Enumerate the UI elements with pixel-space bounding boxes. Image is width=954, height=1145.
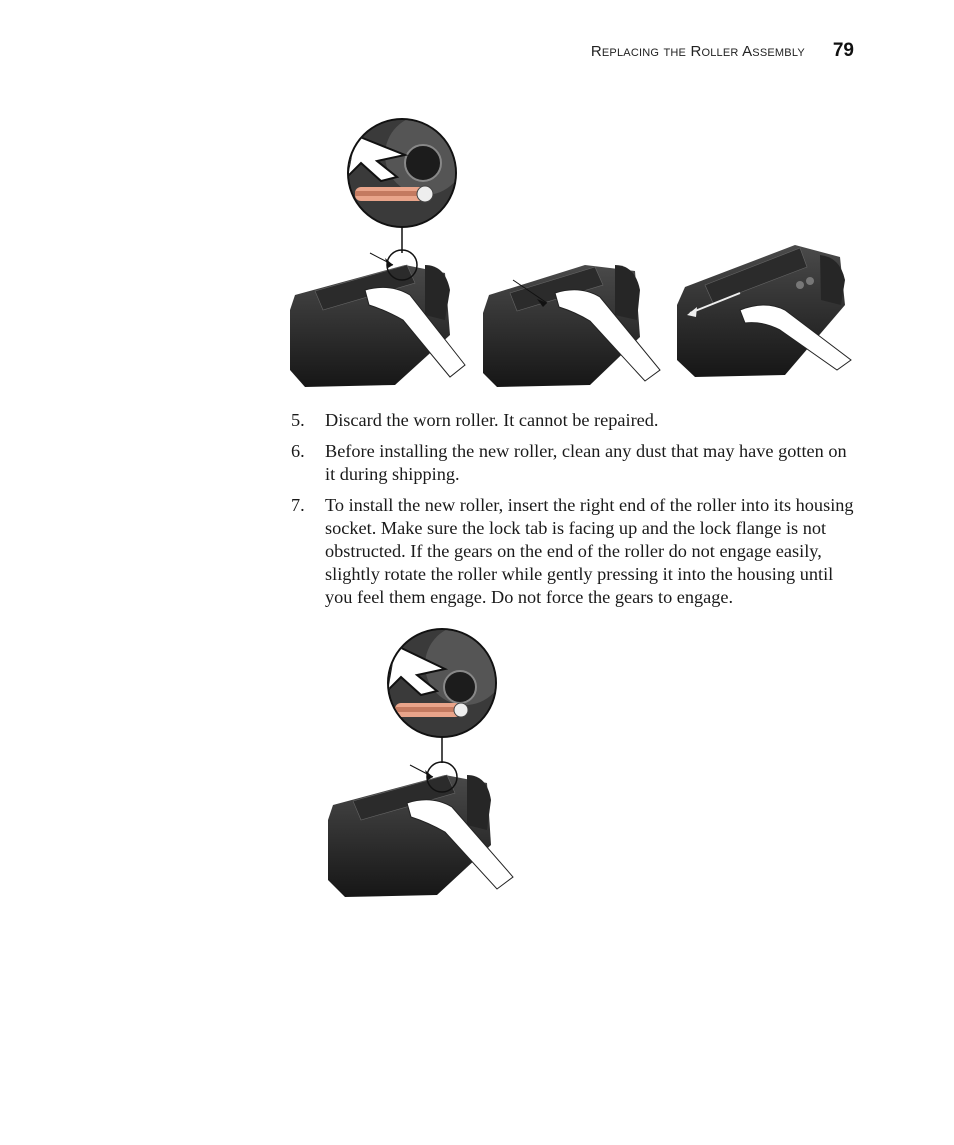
removal-step-c-panel	[677, 245, 851, 377]
removal-step-b-panel	[483, 265, 660, 387]
step-6	[291, 440, 856, 486]
install-zoom-callout	[385, 625, 505, 763]
instruction-steps	[291, 409, 856, 617]
roller-install-illustration	[325, 625, 515, 903]
step-number: 6.	[291, 441, 305, 461]
step-number: 5.	[291, 410, 305, 430]
step-text: Discard the worn roller. It cannot be repaired.	[325, 410, 659, 430]
install-scanner-panel	[328, 762, 513, 897]
step-text: Before installing the new roller, clean any dust that may have gotten on it during shipping.	[325, 441, 847, 484]
running-header	[540, 40, 854, 62]
roller-removal-illustration	[285, 115, 855, 395]
step-5	[291, 409, 856, 432]
section-title: Replacing the Roller Assembly	[590, 43, 805, 60]
step-text: To install the new roller, insert the right end of the roller into its housing socket. Make sure the lock tab is facing up and the lock flange is not obstructed. If the gears on the end of the roller do not engage easily, slightly rotate the roller while gently pressing it into the housing until you feel them engage. Do not force the gears to engage.	[325, 495, 854, 607]
step-number: 7.	[291, 495, 305, 515]
page-number: 79	[832, 40, 854, 61]
step-7	[291, 494, 856, 609]
zoom-callout	[345, 115, 465, 253]
removal-step-a-panel	[290, 250, 465, 387]
